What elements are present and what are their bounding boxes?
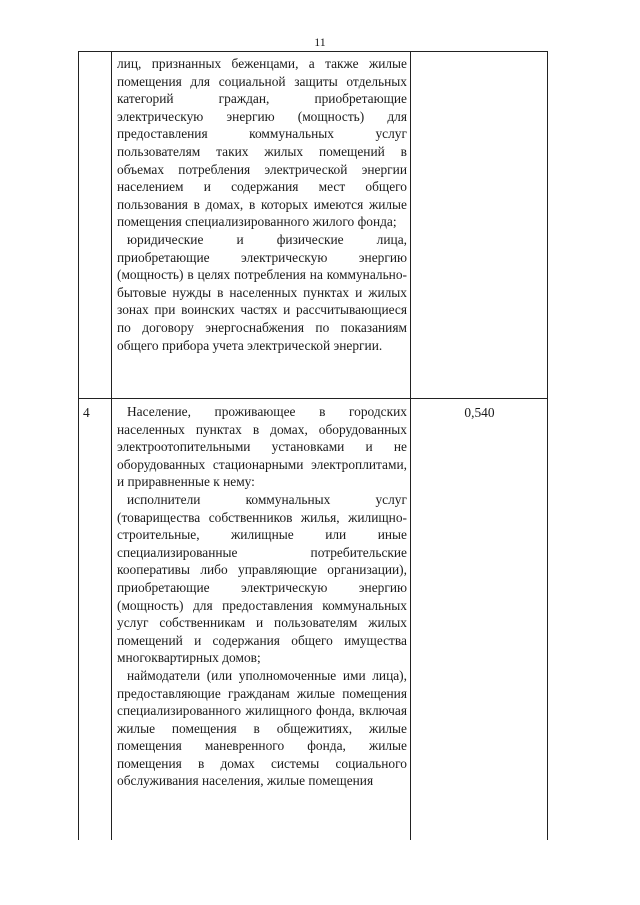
table-row-4-description bbox=[117, 403, 407, 790]
column-divider bbox=[111, 52, 112, 840]
description-paragraph: исполнители коммунальных услуг (товарищества собственников жилья, жилищно-строительные, жилищные или иные специализированные потребительские кооперативы либо управляющие организации), приобретающие электрическую энергию (мощность) для предоставления коммунальных услуг собственникам и пользователям жилых помещений и содержания общего имущества многоквартирных домов; bbox=[117, 491, 407, 666]
description-paragraph: наймодатели (или уполномоченные ими лица), предоставляющие гражданам жилые помещения специализированного жилищного фонда, включая жилые помещения в общежитиях, жилые помещения маневренного фонда, жилые помещения в домах системы социального обслуживания населения, жилые помещения bbox=[117, 667, 407, 789]
description-paragraph: юридические и физические лица, приобретающие электрическую энергию (мощность) в целях потребления на коммунально-бытовые нужды в населенных пунктах и жилых зонах при воинских частях и рассчитывающиеся по договору энергоснабжения по показаниям общего прибора учета электрической энергии. bbox=[117, 231, 407, 353]
description-paragraph: лиц, признанных беженцами, а также жилые помещения для социальной защиты отдельных категорий граждан, приобретающие электрическую энергию (мощность) для предоставления коммунальных услуг пользователям таких жилых помещений в объемах потребления электрической энергии населением и содержания мест общего пользования в домах, в которых имеются жилые помещения специализированного жилого фонда; bbox=[117, 56, 407, 230]
tariff-table bbox=[78, 51, 548, 840]
page-number: 11 bbox=[314, 35, 326, 49]
table-row-continued-description bbox=[117, 55, 407, 354]
column-divider bbox=[410, 52, 411, 840]
tariff-value: 0,540 bbox=[464, 405, 495, 420]
row-divider bbox=[79, 398, 547, 399]
description-paragraph: Население, проживающее в городских населенных пунктах в домах, оборудованных электроотопительными установками и не оборудованных стационарными электроплитами, и приравненные к нему: bbox=[117, 404, 407, 490]
row-number: 4 bbox=[83, 405, 90, 420]
